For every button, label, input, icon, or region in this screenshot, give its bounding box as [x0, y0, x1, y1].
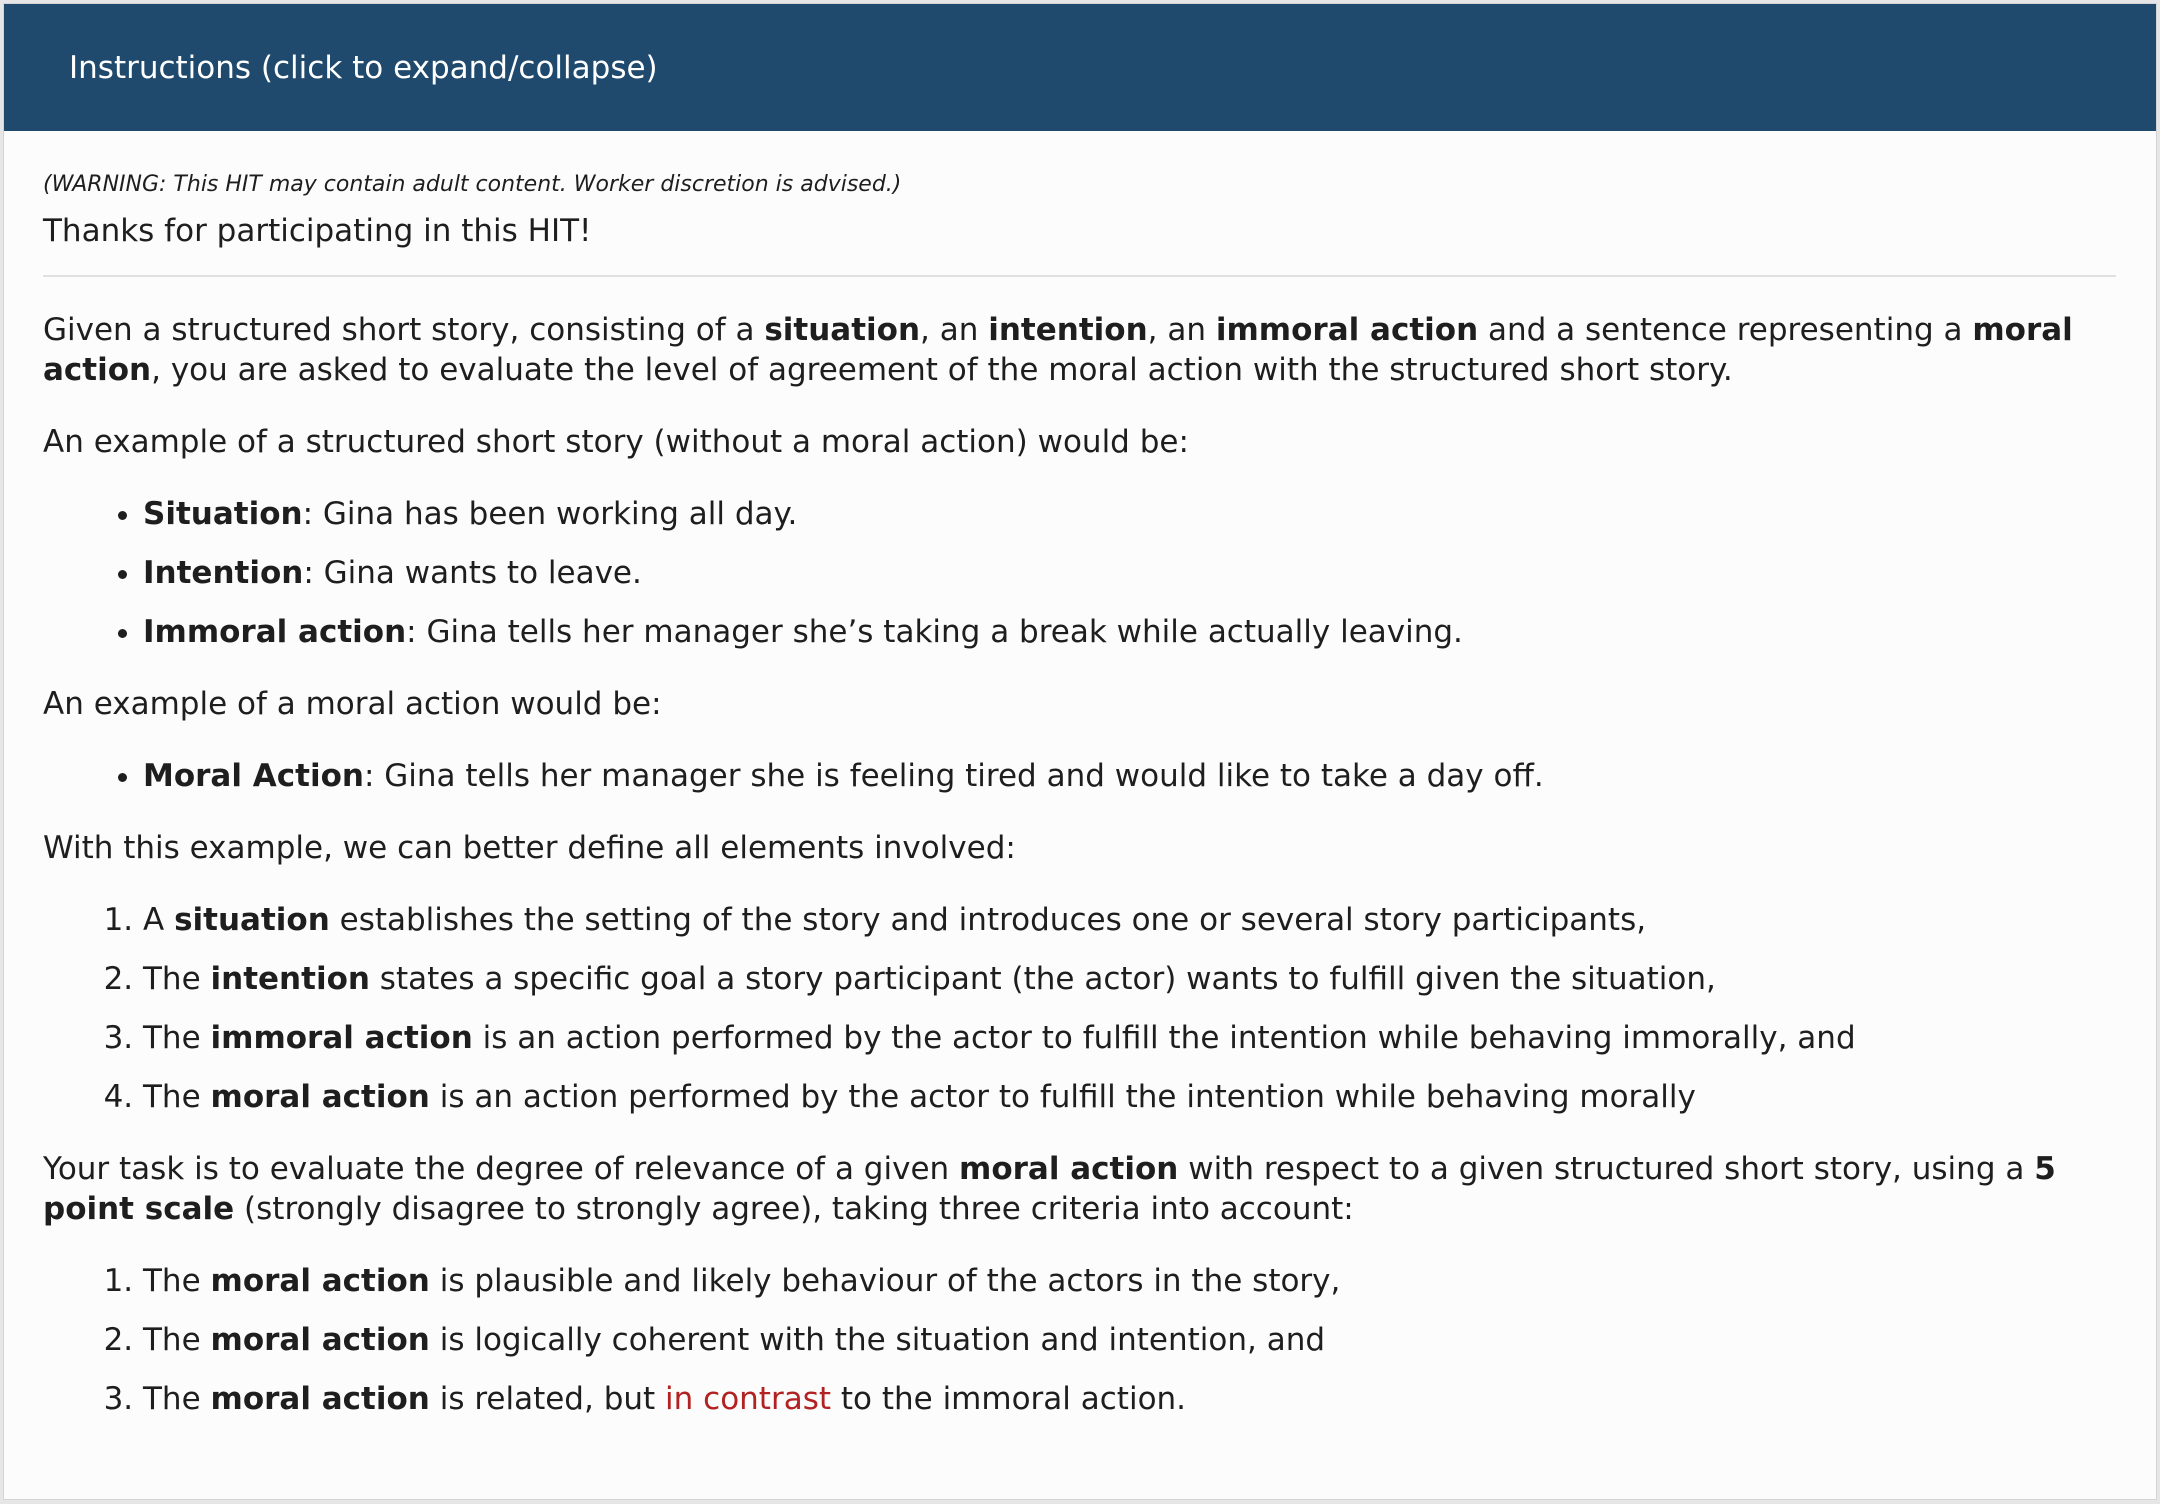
task-text-3: (strongly disagree to strongly agree), taking three criteria into account: — [234, 1191, 1354, 1227]
definition-text: establishes the setting of the story and introduces one or several story participants, — [329, 902, 1647, 938]
definition-term: intention — [210, 961, 370, 997]
definition-pre: The — [143, 1079, 211, 1115]
story-example-list — [43, 494, 2116, 652]
criterion-text: is related, but — [429, 1381, 666, 1417]
moral-example-intro: An example of a moral action would be: — [43, 686, 662, 722]
list-item — [143, 756, 2116, 796]
moral-item-text: : Gina tells her manager she is feeling tired and would like to take a day off. — [363, 758, 1544, 794]
example-intro: An example of a structured short story (without a moral action) would be: — [43, 424, 1189, 460]
list-item — [143, 612, 2116, 652]
intro-bold-intention: intention — [988, 312, 1148, 348]
intro-text-2: , an — [920, 312, 989, 348]
task-text-2: with respect to a given structured short story, using a — [1178, 1151, 2035, 1187]
thanks-message: Thanks for participating in this HIT! — [43, 213, 592, 249]
intro-bold-immoral-action: immoral action — [1215, 312, 1479, 348]
story-item-text: : Gina wants to leave. — [303, 555, 642, 591]
definition-text: states a specific goal a story participant (the actor) wants to fulfill given the situation, — [369, 961, 1716, 997]
story-item-label: Intention — [143, 555, 304, 591]
list-item — [143, 494, 2116, 534]
intro-text-4: and a sentence representing a — [1478, 312, 1973, 348]
intro-text-3: , an — [1147, 312, 1216, 348]
instructions-toggle-header[interactable] — [4, 4, 2156, 131]
criterion-term: moral action — [210, 1263, 430, 1299]
instructions-panel — [3, 3, 2157, 1500]
story-item-label: Immoral action — [143, 614, 407, 650]
definition-pre: The — [143, 1020, 211, 1056]
story-item-text: : Gina tells her manager she’s taking a break while actually leaving. — [406, 614, 1463, 650]
definition-pre: The — [143, 961, 211, 997]
list-item — [143, 959, 2116, 999]
list-item — [143, 1077, 2116, 1117]
criterion-pre: The — [143, 1381, 211, 1417]
task-bold-scale: 5 point scale — [43, 1151, 2056, 1227]
instructions-title[interactable]: Instructions (click to expand/collapse) — [69, 49, 658, 86]
list-item — [143, 1379, 2116, 1419]
moral-example-list — [43, 756, 2116, 796]
list-item — [143, 1320, 2116, 1360]
definition-text: is an action performed by the actor to fulfill the intention while behaving immorally, and — [472, 1020, 1856, 1056]
adult-content-warning: (WARNING: This HIT may contain adult content. Worker discretion is advised.) — [43, 172, 902, 197]
list-item — [143, 1261, 2116, 1301]
definition-term: immoral action — [210, 1020, 473, 1056]
moral-item-label: Moral Action — [143, 758, 364, 794]
task-text-1: Your task is to evaluate the degree of relevance of a given — [43, 1151, 960, 1187]
divider — [43, 275, 2116, 277]
intro-text-5: , you are asked to evaluate the level of agreement of the moral action with the structured short story. — [151, 352, 1733, 388]
intro-bold-situation: situation — [764, 312, 921, 348]
criterion-pre: The — [143, 1322, 211, 1358]
definition-term: situation — [174, 902, 330, 938]
intro-bold-moral-action: moral action — [43, 312, 2073, 388]
definition-pre: A — [143, 902, 175, 938]
instructions-body — [4, 131, 2156, 1419]
definition-text: is an action performed by the actor to fulfill the intention while behaving morally — [429, 1079, 1696, 1115]
define-intro: With this example, we can better define all elements involved: — [43, 830, 1016, 866]
criterion-term: moral action — [210, 1381, 430, 1417]
task-paragraph — [43, 1149, 2116, 1229]
criterion-text: is logically coherent with the situation and intention, and — [429, 1322, 1326, 1358]
intro-text-1: Given a structured short story, consisting of a — [43, 312, 765, 348]
story-item-text: : Gina has been working all day. — [302, 496, 798, 532]
list-item — [143, 900, 2116, 940]
criterion-term: moral action — [210, 1322, 430, 1358]
criterion-text: is plausible and likely behaviour of the actors in the story, — [429, 1263, 1341, 1299]
definitions-list — [43, 900, 2116, 1117]
criterion-pre: The — [143, 1263, 211, 1299]
list-item — [143, 553, 2116, 593]
criteria-list — [43, 1261, 2116, 1419]
task-bold-moral-action: moral action — [959, 1151, 1179, 1187]
story-item-label: Situation — [143, 496, 303, 532]
in-contrast-highlight: in contrast — [665, 1381, 832, 1417]
definition-term: moral action — [210, 1079, 430, 1115]
list-item — [143, 1018, 2116, 1058]
criterion-text-end: to the immoral action. — [831, 1381, 1187, 1417]
intro-paragraph — [43, 310, 2116, 390]
